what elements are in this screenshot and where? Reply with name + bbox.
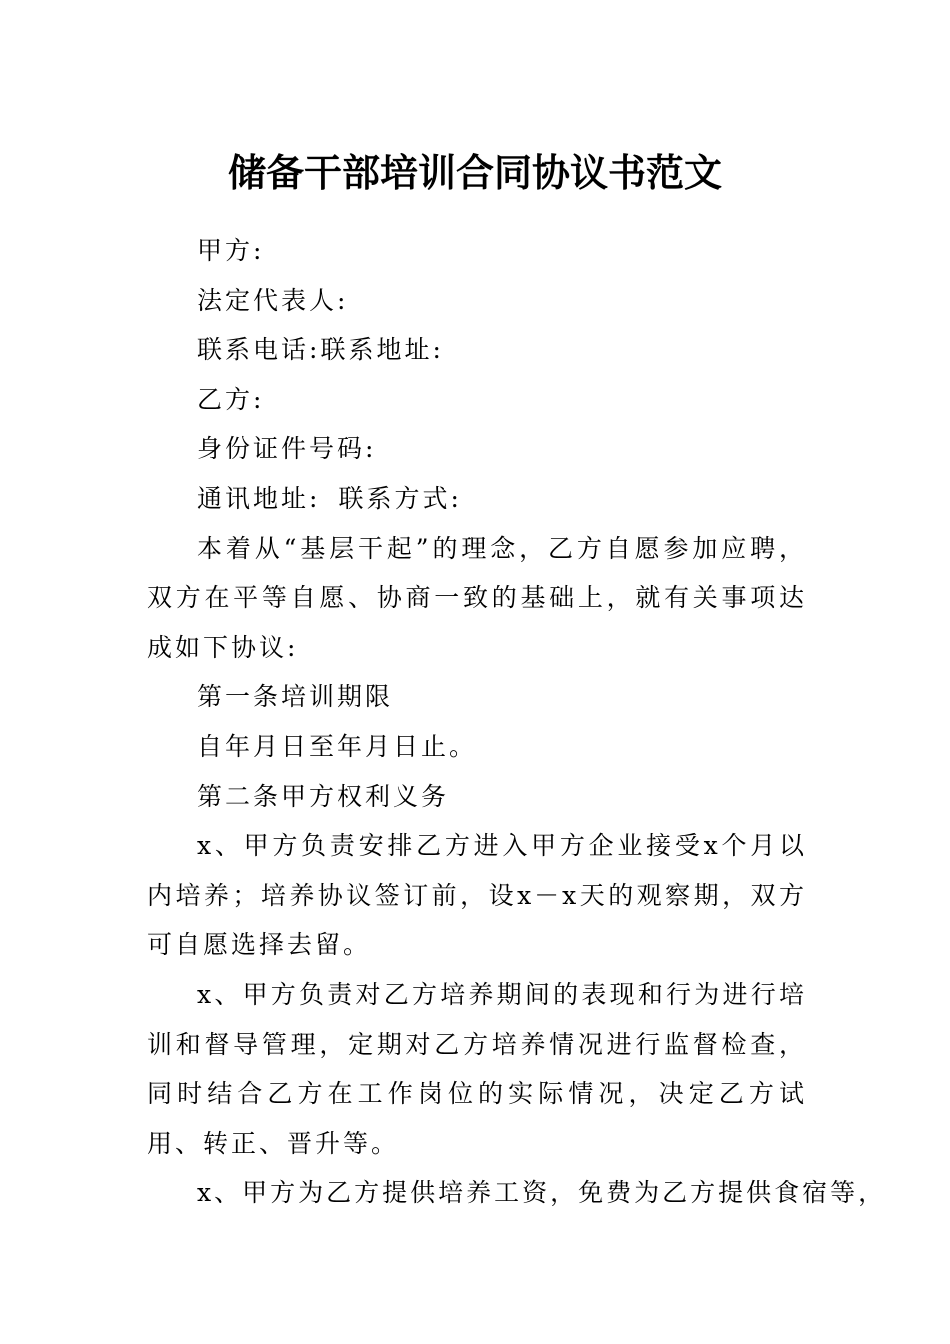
mail-contact-line [147, 474, 807, 524]
id-number-line: 身份证件号码: [197, 434, 377, 464]
contact-method-label: 联系方式: [338, 483, 462, 513]
intro-paragraph: 本着从“基层干起”的理念，乙方自愿参加应聘，双方在平等自愿、协商一致的基础上，就有关事项达成如下协议: [147, 533, 807, 662]
mail-address-label: 通讯地址: [197, 483, 321, 513]
contact-phone-label: 联系电话: [197, 335, 321, 365]
article1-text: 自年月日至年月日止。 [197, 731, 478, 761]
document-title: 储备干部培训合同协议书范文 [227, 150, 722, 195]
clause-3: x、甲方为乙方提供培养工资，免费为乙方提供食宿等， [197, 1178, 887, 1208]
clause-2: x、甲方负责对乙方培养期间的表现和行为进行培训和督导管理，定期对乙方培养情况进行监督检查，同时结合乙方在工作岗位的实际情况，决定乙方试用、转正、晋升等。 [147, 979, 807, 1158]
article1-heading: 第一条培训期限 [197, 682, 394, 712]
legal-rep-line: 法定代表人: [197, 285, 349, 315]
contact-line [147, 325, 807, 375]
party-a-line: 甲方: [197, 236, 265, 265]
article2-heading: 第二条甲方权利义务 [197, 781, 450, 811]
document-body [147, 226, 887, 1218]
clause-1: x、甲方负责安排乙方进入甲方企业接受x个月以内培养；培养协议签订前，设x－x天的观察期，双方可自愿选择去留。 [147, 831, 807, 960]
contact-address-label: 联系地址: [320, 335, 444, 365]
party-b-line: 乙方: [197, 384, 265, 414]
